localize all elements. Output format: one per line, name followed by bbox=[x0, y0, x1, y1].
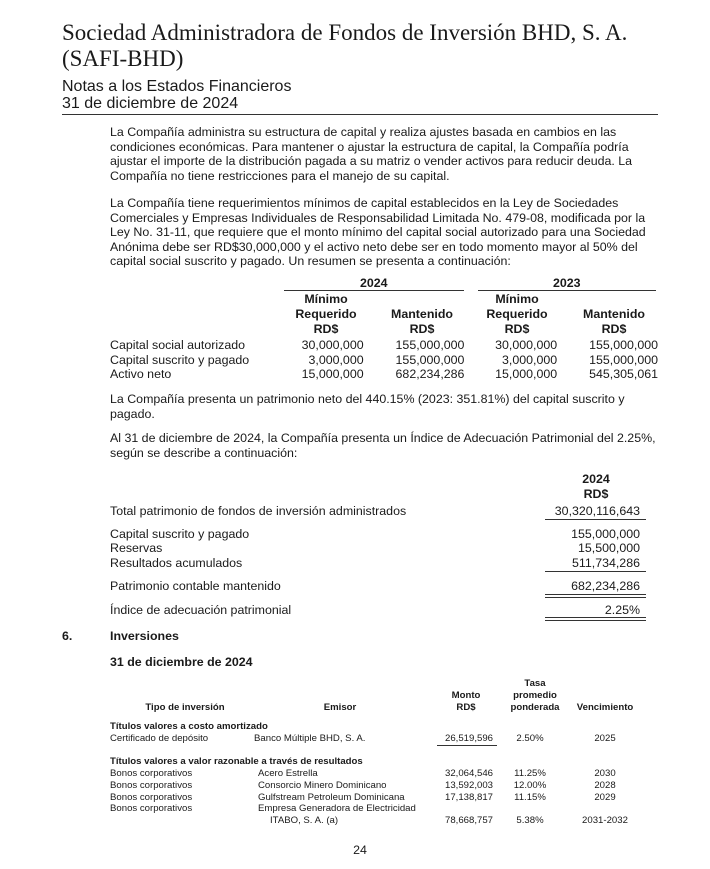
adequacy-index-value: 2.25% bbox=[604, 603, 640, 617]
inv-monto: 17,138,817 bbox=[444, 792, 493, 803]
col-vencimiento: Vencimiento bbox=[576, 702, 634, 713]
adequacy-row-value: 155,000,000 bbox=[571, 527, 640, 541]
inv-venc: 2029 bbox=[594, 792, 616, 803]
cell-value: 30,000,000 bbox=[301, 338, 364, 352]
col-label: Requerido bbox=[486, 307, 548, 321]
cell-value: 15,000,000 bbox=[301, 367, 364, 382]
kept-equity-label: Patrimonio contable mantenido bbox=[110, 579, 281, 593]
col-emisor: Emisor bbox=[323, 702, 357, 713]
inv-tipo: Certificado de depósito bbox=[110, 733, 209, 744]
col-label: Mínimo bbox=[304, 292, 348, 306]
cell-value: 155,000,000 bbox=[395, 338, 465, 352]
inv-emisor-continued: ITABO, S. A. (a) bbox=[270, 815, 339, 826]
col-label: Mantenido bbox=[583, 307, 645, 321]
col-label: Monto bbox=[451, 690, 481, 701]
col-label: RD$ bbox=[583, 487, 609, 501]
group-amortized-title: Títulos valores a costo amortizado bbox=[110, 721, 268, 732]
col-label: Requerido bbox=[295, 307, 357, 321]
adequacy-index-double-underline bbox=[545, 617, 646, 621]
adequacy-row-value: 511,734,286 bbox=[572, 556, 640, 570]
total-underline bbox=[545, 519, 646, 520]
paragraph-text: La Compañía administra su estructura de capital y realiza ajustes basada en cambios en las condiciones económicas. Para mantener o ajustar la estructura de capital, la Compañía podría ajustar el importe de la distribución pagada a su matriz o vender activos para reducir deuda. La Compañía no tiene restricciones para el manejo de su capital. bbox=[110, 125, 633, 183]
col-label: 2024 bbox=[582, 472, 610, 486]
company-title bbox=[62, 20, 682, 72]
inv-tipo: Bonos corporativos bbox=[110, 792, 193, 803]
year-2023-header: 2023 bbox=[553, 276, 581, 290]
inv-tasa: 5.38% bbox=[516, 815, 544, 826]
cell-value: 3,000,000 bbox=[502, 352, 558, 367]
inv-tasa: 11.15% bbox=[514, 792, 546, 803]
cell-value: 3,000,000 bbox=[308, 352, 364, 367]
cell-value: 545,305,061 bbox=[589, 367, 658, 382]
col-label: Mantenido bbox=[391, 307, 453, 321]
notes-date: 31 de diciembre de 2024 bbox=[62, 95, 239, 112]
inv-venc: 2031-2032 bbox=[582, 815, 628, 826]
adequacy-row-label: Capital suscrito y pagado bbox=[110, 527, 250, 541]
inv-tipo: Bonos corporativos bbox=[110, 780, 193, 791]
inv-venc: 2030 bbox=[594, 768, 616, 779]
col-label: RD$ bbox=[601, 322, 627, 336]
inv-monto: 26,519,596 bbox=[444, 733, 493, 744]
table-row bbox=[110, 338, 658, 353]
col-monto bbox=[436, 690, 496, 714]
table-row bbox=[110, 367, 658, 382]
inv-tipo: Bonos corporativos bbox=[110, 768, 193, 779]
cell-value: 15,000,000 bbox=[495, 367, 558, 382]
inv-monto: 78,668,757 bbox=[444, 815, 493, 826]
adequacy-row-value: 15,500,000 bbox=[577, 541, 640, 555]
inv-emisor: Consorcio Minero Dominicano bbox=[258, 780, 387, 791]
adequacy-index-label: Índice de adecuación patrimonial bbox=[110, 603, 292, 617]
paragraph-capital-structure bbox=[110, 125, 658, 183]
inv-emisor: Acero Estrella bbox=[258, 768, 318, 779]
adequacy-row-label: Reservas bbox=[110, 541, 163, 555]
cell-value: 155,000,000 bbox=[395, 352, 465, 367]
col-mantenido-2024 bbox=[381, 307, 463, 337]
paragraph-adequacy-index bbox=[110, 431, 658, 460]
paragraph-text: Al 31 de diciembre de 2024, la Compañía presenta un Índice de Adecuación Patrimonial del 2.25%, según se describe a continuación: bbox=[110, 431, 656, 460]
cell-value: 155,000,000 bbox=[589, 338, 658, 352]
col-label: ponderada bbox=[510, 702, 560, 713]
total-funds-value: 30,320,116,643 bbox=[554, 504, 640, 518]
year-2023-rule bbox=[478, 290, 656, 291]
inv-emisor: Gulfstream Petroleum Dominicana bbox=[258, 792, 405, 803]
notes-title: Notas a los Estados Financieros bbox=[62, 78, 292, 95]
row-label: Capital suscrito y pagado bbox=[110, 352, 250, 367]
adequacy-col-header bbox=[566, 472, 626, 502]
header-divider bbox=[62, 114, 658, 115]
paragraph-net-equity bbox=[110, 392, 658, 421]
inv-tasa: 2.50% bbox=[516, 733, 544, 744]
kept-equity-double-underline bbox=[545, 594, 646, 598]
col-minimo-2024 bbox=[283, 292, 369, 337]
cell-value: 30,000,000 bbox=[495, 338, 558, 352]
row-label: Capital social autorizado bbox=[110, 338, 245, 352]
kept-equity-value: 682,234,286 bbox=[571, 579, 640, 593]
inv-emisor: Banco Múltiple BHD, S. A. bbox=[254, 733, 366, 744]
col-label: RD$ bbox=[456, 702, 476, 713]
subtotal-underline bbox=[545, 571, 646, 572]
cell-value: 682,234,286 bbox=[395, 367, 465, 382]
section-subtitle: 31 de diciembre de 2024 bbox=[110, 655, 253, 669]
group1-underline bbox=[437, 745, 497, 746]
year-2024-header: 2024 bbox=[360, 276, 388, 290]
col-label: RD$ bbox=[504, 322, 530, 336]
col-tipo-inversion: Tipo de inversión bbox=[145, 702, 225, 713]
paragraph-min-capital bbox=[110, 196, 658, 269]
group-fair-value-title: Títulos valores a valor razonable a través de resultados bbox=[110, 756, 363, 767]
inv-emisor: Empresa Generadora de Electricidad bbox=[258, 803, 416, 814]
col-label: RD$ bbox=[313, 322, 339, 336]
inv-tasa: 12.00% bbox=[513, 780, 547, 791]
inv-monto: 32,064,546 bbox=[444, 768, 493, 779]
inv-venc: 2028 bbox=[594, 780, 616, 791]
inv-venc: 2025 bbox=[594, 733, 616, 744]
inv-tasa: 11.25% bbox=[514, 768, 546, 779]
paragraph-text: La Compañía presenta un patrimonio neto del 440.15% (2023: 351.81%) del capital suscrito y pagado. bbox=[110, 392, 625, 421]
section-number: 6. bbox=[62, 629, 73, 643]
company-abbrev: (SAFI-BHD) bbox=[62, 46, 184, 71]
table-row bbox=[110, 353, 658, 368]
total-funds-label: Total patrimonio de fondos de inversión administrados bbox=[110, 504, 407, 518]
col-minimo-2023 bbox=[474, 292, 560, 337]
inv-monto: 13,592,003 bbox=[444, 780, 493, 791]
inv-tipo: Bonos corporativos bbox=[110, 803, 193, 814]
company-name: Sociedad Administradora de Fondos de Inversión BHD, S. A. bbox=[62, 20, 628, 45]
section-title: Inversiones bbox=[110, 629, 179, 643]
cell-value: 155,000,000 bbox=[589, 352, 658, 367]
col-mantenido-2023 bbox=[573, 307, 655, 337]
col-label: RD$ bbox=[409, 322, 435, 336]
capital-table bbox=[110, 338, 658, 382]
year-2024-rule bbox=[284, 290, 464, 291]
col-tasa bbox=[500, 678, 570, 714]
col-label: promedio bbox=[513, 690, 557, 701]
page-number: 24 bbox=[353, 843, 367, 857]
adequacy-row-label: Resultados acumulados bbox=[110, 556, 243, 570]
row-label: Activo neto bbox=[110, 367, 172, 382]
paragraph-text: La Compañía tiene requerimientos mínimos de capital establecidos en la Ley de Sociedades Comerciales y Empresas Individuales de Responsabilidad Limitada No. 479-08, modificada por la Ley No. 31-11, que requiere que el monto mínimo del capital social autorizado para una Sociedad Anónima debe ser RD$30,000,000 y el activo neto debe ser en todo momento mayor al 50% del capital social suscrito y pagado. Un resumen se presenta a continuación: bbox=[110, 196, 646, 269]
col-label: Mínimo bbox=[495, 292, 539, 306]
col-label: Tasa bbox=[524, 678, 546, 689]
